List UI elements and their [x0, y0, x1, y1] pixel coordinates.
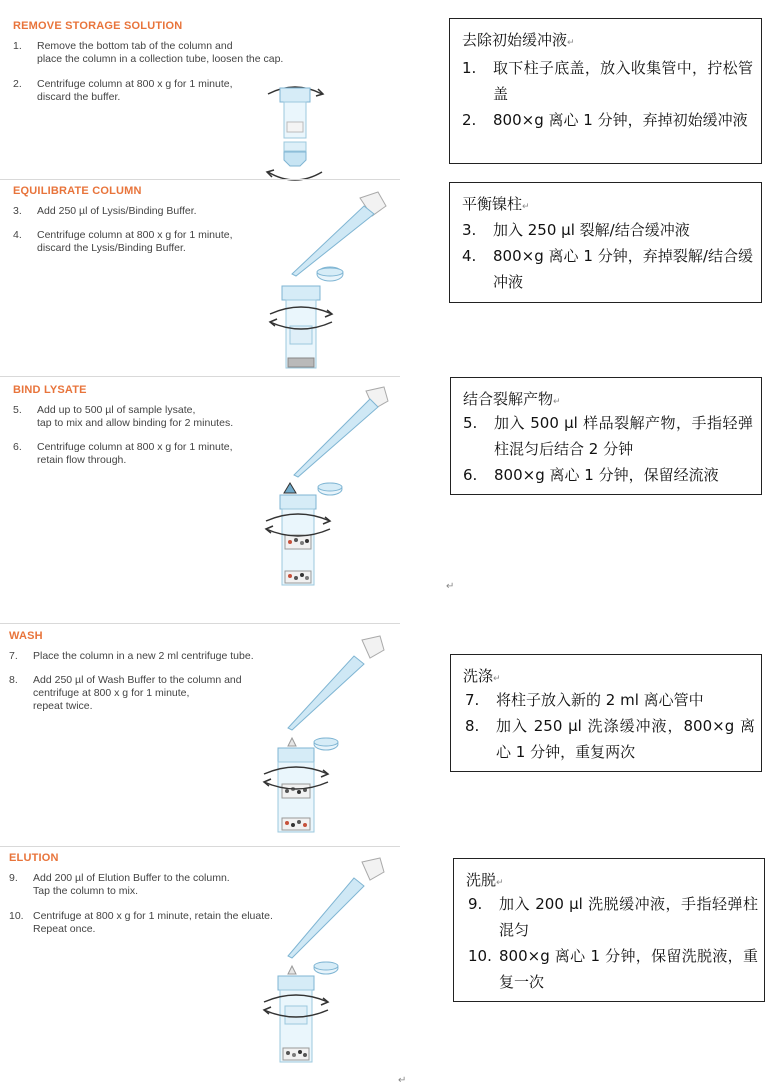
box-item-9	[468, 891, 758, 943]
instruction-box-2	[449, 182, 762, 303]
box-item-4	[462, 243, 753, 295]
item-text: 800×g 离心 1 分钟，弃掉初始缓冲液	[493, 111, 748, 129]
section-wash	[0, 624, 400, 846]
item-text: 加入 200 µl 洗脱缓冲液，手指轻弹柱混匀	[499, 895, 758, 939]
box-item-1	[462, 55, 753, 107]
step-text: Centrifuge at 800 x g for 1 minute, retain the eluate. Repeat once.	[33, 910, 273, 935]
paragraph-mark: ↵	[496, 878, 504, 888]
box-item-5	[463, 410, 753, 462]
step-text: Add 200 µl of Elution Buffer to the column. Tap the column to mix.	[33, 872, 230, 897]
box-item-8	[465, 713, 755, 765]
pipette-column-illustration	[258, 856, 388, 1066]
step-number: 5.	[13, 404, 22, 416]
step-text: Add 250 µl of Lysis/Binding Buffer.	[37, 205, 197, 217]
item-number: 5.	[463, 414, 478, 432]
step-number: 4.	[13, 229, 22, 241]
step-number: 2.	[13, 78, 22, 90]
paragraph-mark: ↵	[553, 397, 561, 407]
instruction-box-1	[449, 18, 762, 164]
instruction-box-4	[450, 654, 762, 772]
pipette-column-illustration	[260, 190, 390, 370]
step-text: Add up to 500 µl of sample lysate, tap to mix and allow binding for 2 minutes.	[37, 404, 234, 429]
item-text: 加入 250 µl 裂解/结合缓冲液	[493, 221, 690, 239]
step-text: Add 250 µl of Wash Buffer to the column and centrifuge at 800 x g for 1 minute, repeat twice.	[33, 674, 242, 712]
section-elution	[0, 846, 400, 1076]
step-number: 7.	[9, 650, 18, 662]
box-title: 平衡镍柱	[462, 195, 523, 213]
item-number: 2.	[462, 111, 477, 129]
item-number: 7.	[465, 691, 480, 709]
box-item-2	[462, 107, 753, 159]
section-equilibrate	[0, 180, 400, 376]
step-number: 10.	[9, 910, 24, 922]
item-number: 10.	[468, 947, 492, 965]
step-text: Centrifuge column at 800 x g for 1 minute, discard the Lysis/Binding Buffer.	[37, 229, 233, 254]
step-number: 3.	[13, 205, 22, 217]
pipette-column-illustration	[260, 385, 390, 590]
step-number: 1.	[13, 40, 22, 52]
step-number: 9.	[9, 872, 18, 884]
item-text: 将柱子放入新的 2 ml 离心管中	[496, 691, 704, 709]
section-bind-lysate	[0, 377, 400, 623]
step-number: 6.	[13, 441, 22, 453]
item-number: 3.	[462, 221, 477, 239]
item-text: 加入 250 µl 洗涤缓冲液，800×g 离心 1 分钟，重复两次	[496, 717, 755, 761]
step-text: Remove the bottom tab of the column and place the column in a collection tube, loosen the cap.	[37, 40, 284, 65]
box-item-10	[468, 943, 758, 995]
box-title: 洗脱	[466, 871, 497, 889]
item-number: 9.	[468, 895, 483, 913]
section-heading: EQUILIBRATE COLUMN	[13, 185, 142, 197]
box-title: 洗涤	[463, 667, 494, 685]
item-text: 800×g 离心 1 分钟，保留经流液	[494, 466, 719, 484]
item-text: 取下柱子底盖，放入收集管中，拧松管盖	[493, 59, 753, 103]
item-text: 800×g 离心 1 分钟，弃掉裂解/结合缓冲液	[493, 247, 753, 291]
paragraph-mark: ↵	[398, 1075, 407, 1086]
item-text: 800×g 离心 1 分钟，保留洗脱液，重复一次	[499, 947, 758, 991]
box-item-7	[465, 687, 755, 713]
section-remove-storage	[0, 14, 400, 179]
item-number: 6.	[463, 466, 478, 484]
step-text: Place the column in a new 2 ml centrifuge tube.	[33, 650, 254, 662]
box-title: 去除初始缓冲液	[462, 31, 568, 49]
section-heading: ELUTION	[9, 852, 59, 864]
paragraph-mark: ↵	[567, 38, 575, 48]
step-text: Centrifuge column at 800 x g for 1 minute, retain flow through.	[37, 441, 233, 466]
item-number: 1.	[462, 59, 477, 77]
section-heading: WASH	[9, 630, 43, 642]
paragraph-mark: ↵	[446, 581, 455, 592]
item-number: 8.	[465, 717, 480, 735]
box-title: 结合裂解产物	[463, 390, 554, 408]
instruction-box-5	[453, 858, 765, 1002]
pipette-column-illustration	[258, 634, 388, 834]
step-number: 8.	[9, 674, 18, 686]
column-illustration	[260, 80, 330, 190]
instruction-box-3	[450, 377, 762, 495]
paragraph-mark: ↵	[493, 674, 501, 684]
box-item-3	[462, 217, 753, 243]
paragraph-mark: ↵	[522, 202, 530, 212]
section-heading: BIND LYSATE	[13, 384, 87, 396]
step-text: Centrifuge column at 800 x g for 1 minute, discard the buffer.	[37, 78, 233, 103]
box-item-6	[463, 462, 753, 488]
item-text: 加入 500 µl 样品裂解产物，手指轻弹柱混匀后结合 2 分钟	[494, 414, 753, 458]
section-heading: REMOVE STORAGE SOLUTION	[13, 20, 183, 32]
item-number: 4.	[462, 247, 477, 265]
